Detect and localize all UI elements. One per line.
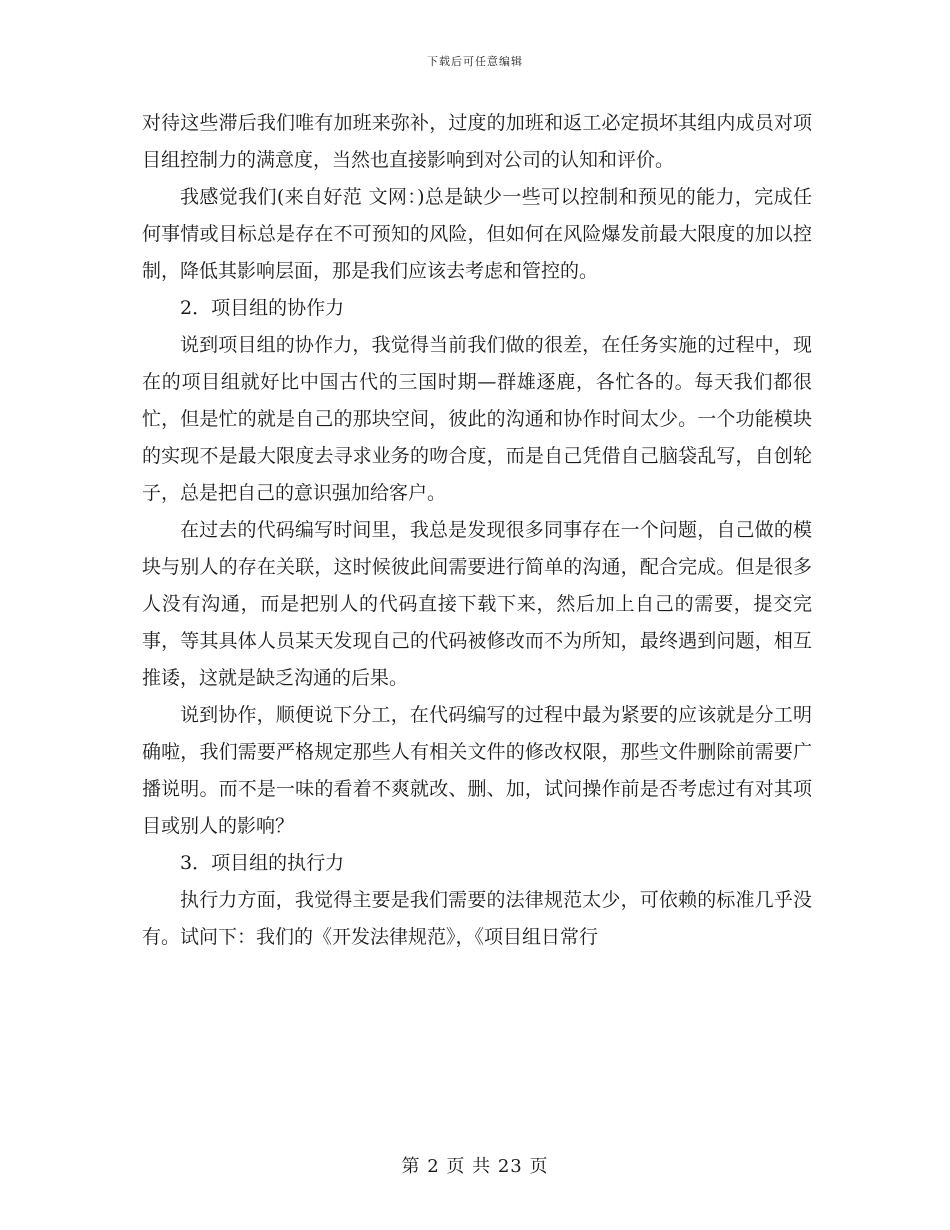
- paragraph: 执行力方面，我觉得主要是我们需要的法律规范太少，可依赖的标准几乎没有。试问下：我们的《开发法律规范》，《项目组日常行: [142, 889, 812, 948]
- paragraph: 我感觉我们(来自好范 文网：)总是缺少一些可以控制和预见的能力，完成任何事情或目标总是存在不可预知的风险，但如何在风险爆发前最大限度的加以控制，降低其影响层面，那是我们应该去考虑和管控的。: [142, 186, 812, 282]
- section-heading: 2．项目组的协作力: [180, 297, 345, 319]
- page-header: 下载后可任意编辑: [427, 55, 523, 68]
- page-footer: 第 2 页 共 23 页: [401, 1156, 549, 1177]
- paragraph: 说到协作，顺便说下分工，在代码编写的过程中最为紧要的应该就是分工明确啦，我们需要严格规定那些人有相关文件的修改权限，那些文件删除前需要广播说明。而不是一味的看着不爽就改、删、加，试问操作前是否考虑过有对其项目或别人的影响？: [142, 704, 812, 837]
- paragraph-continuation: 对待这些滞后我们唯有加班来弥补，过度的加班和返工必定损坏其组内成员对项目组控制力的满意度，当然也直接影响到对公司的认知和评价。: [142, 112, 812, 171]
- section-heading: 3．项目组的执行力: [180, 852, 345, 874]
- paragraph: 在过去的代码编写时间里，我总是发现很多同事存在一个问题，自己做的模块与别人的存在关联，这时候彼此间需要进行简单的沟通，配合完成。但是很多人没有沟通，而是把别人的代码直接下载下来，然后加上自己的需要，提交完事，等其具体人员某天发现自己的代码被修改而不为所知，最终遇到问题，相互推诿，这就是缺乏沟通的后果。: [142, 519, 812, 689]
- paragraph: 说到项目组的协作力，我觉得当前我们做的很差，在任务实施的过程中，现在的项目组就好比中国古代的三国时期—群雄逐鹿，各忙各的。每天我们都很忙，但是忙的就是自己的那块空间，彼此的沟通和协作时间太少。一个功能模块的实现不是最大限度去寻求业务的吻合度，而是自己凭借自己脑袋乱写，自创轮子，总是把自己的意识强加给客户。: [142, 334, 812, 504]
- document-body: [142, 105, 812, 956]
